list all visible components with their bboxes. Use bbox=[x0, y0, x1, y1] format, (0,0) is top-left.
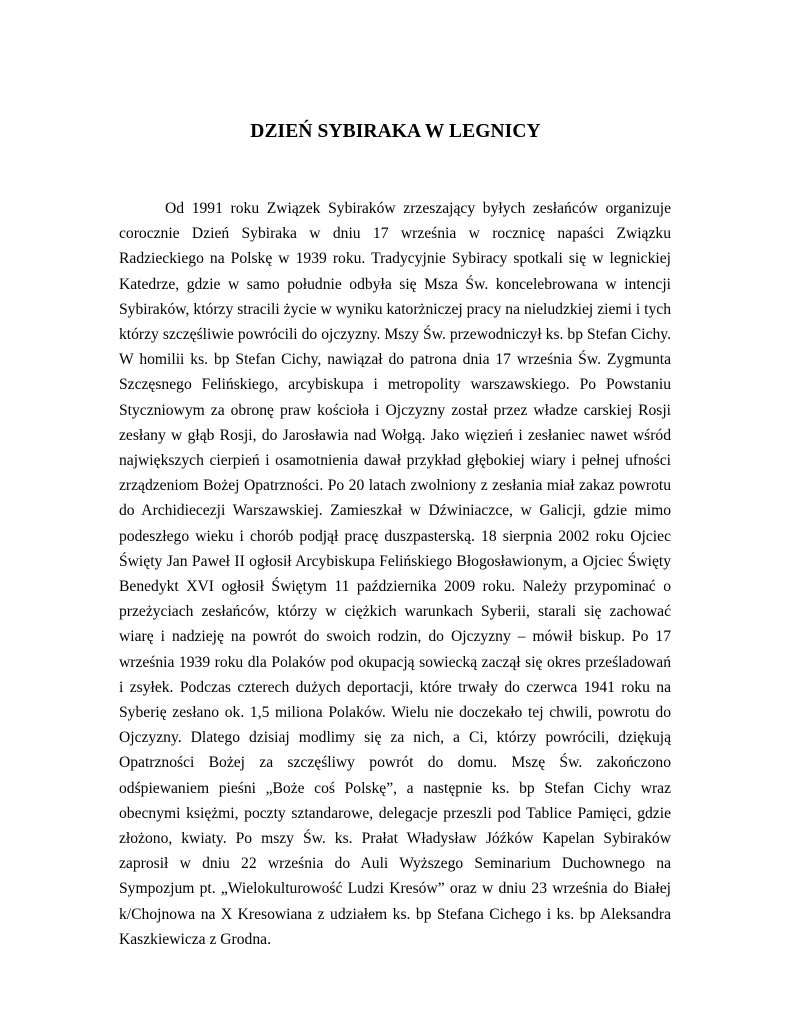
document-title: DZIEŃ SYBIRAKA W LEGNICY bbox=[250, 121, 541, 142]
body-paragraph: Od 1991 roku Związek Sybiraków zrzeszający byłych zesłańców organizuje corocznie Dzień Sybiraka w dniu 17 września w rocznicę napaści Związku Radzieckiego na Polskę w 1939 roku. Tradycyjnie Sybiracy spotkali się w legnickiej Katedrze, gdzie w samo południe odbyła się Msza Św. koncelebrowana w intencji Sybiraków, którzy stracili życie w wyniku katorżniczej pracy na nieludzkiej ziemi i tych którzy szczęśliwie powrócili do ojczyzny. Mszy Św. przewodniczył ks. bp Stefan Cichy. W homilii ks. bp Stefan Cichy, nawiązał do patrona dnia 17 września Św. Zygmunta Szczęsnego Felińskiego, arcybiskupa i metropolity warszawskiego. Po Powstaniu Styczniowym za obronę praw kościoła i Ojczyzny został przez władze carskiej Rosji zesłany w głąb Rosji, do Jarosławia nad Wołgą. Jako więzień i zesłaniec nawet wśród największych cierpień i osamotnienia dawał przykład głębokiej wiary i pełnej ufności zrządzeniom Bożej Opatrzności. Po 20 latach zwolniony z zesłania miał zakaz powrotu do Archidiecezji Warszawskiej. Zamieszkał w Dźwiniaczce, w Galicji, gdzie mimo podeszłego wieku i chorób podjął pracę duszpasterską. 18 sierpnia 2002 roku Ojciec Święty Jan Paweł II ogłosił Arcybiskupa Felińskiego Błogosławionym, a Ojciec Święty Benedykt XVI ogłosił Świętym 11 października 2009 roku. Należy przypominać o przeżyciach zesłańców, którzy w ciężkich warunkach Syberii, starali się zachować wiarę i nadzieję na powrót do swoich rodzin, do Ojczyzny – mówił biskup. Po 17 września 1939 roku dla Polaków pod okupacją sowiecką zaczął się okres prześladowań i zsyłek. Podczas czterech dużych deportacji, które trwały do czerwca 1941 roku na Syberię zesłano ok. 1,5 miliona Polaków. Wielu nie doczekało tej chwili, powrotu do Ojczyzny. Dlatego dzisiaj modlimy się za nich, a Ci, którzy powrócili, dziękują Opatrzności Bożej za szczęśliwy powrót do domu. Mszę Św. zakończono odśpiewaniem pieśni „Boże coś Polskę”, a następnie ks. bp Stefan Cichy wraz obecnymi księżmi, poczty sztandarowe, delegacje przeszli pod Tablice Pamięci, gdzie złożono, kwiaty. Po mszy Św. ks. Prałat Władysław Jóźków Kapelan Sybiraków zaprosił w dniu 22 września do Auli Wyższego Seminarium Duchownego na Sympozjum pt. „Wielokulturowość Ludzi Kresów” oraz w dniu 23 września do Białej k/Chojnowa na X Kresowiana z udziałem ks. bp Stefana Cichego i ks. bp Aleksandra Kaszkiewicza z Grodna. bbox=[119, 200, 671, 948]
